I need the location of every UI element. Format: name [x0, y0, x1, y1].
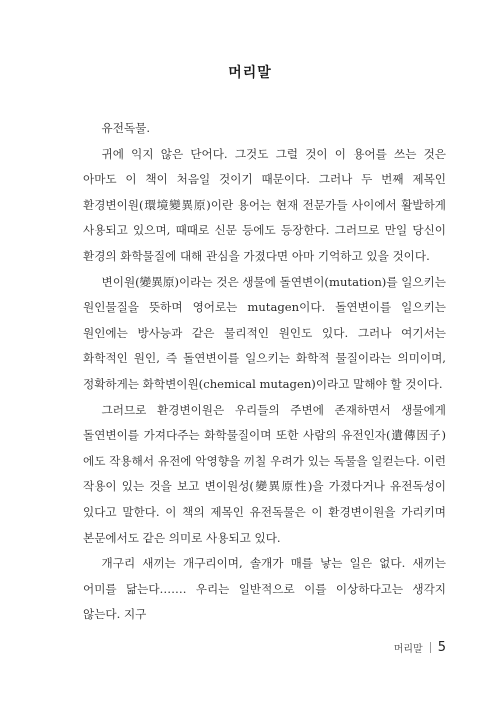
footer-divider — [430, 642, 431, 653]
paragraph-4: 그러므로 환경변이원은 우리들의 주변에 존재하면서 생물에게 돌연변이를 가져다주는 화학물질이며 또한 사람의 유전인자(遺傳因子)에도 작용해서 유전에 악영향을 끼칠 우려가 있는 독물을 일컫는다. 이런 작용이 있는 것을 보고 변이원성(變異原性)을 가졌다거나 유전독성이 있다고 말한다. 이 책의 제목인 유전독물은 이 환경변이원을 가리키며 본문에서도 같은 의미로 사용되고 있다. — [83, 402, 446, 545]
paragraph-2: 귀에 익지 않은 단어다. 그것도 그럴 것이 이 용어를 쓰는 것은 아마도 이 책이 처음일 것이기 때문이다. 그러나 두 번째 제목인 환경변이원(環境變異原)이란 용어는 현재 전문가들 사이에서 활발하게 사용되고 있으며, 때때로 신문 등에도 등장한다. 그러므로 만일 당신이 환경의 화학물질에 대해 관심을 가졌다면 아마 기억하고 있을 것이다. — [83, 146, 446, 263]
paragraph-5: 개구리 새끼는 개구리이며, 솔개가 매를 낳는 일은 없다. 새끼는 어미를 닮는다……. 우리는 일반적으로 이를 이상하다고는 생각지 않는다. 지구 — [83, 556, 446, 622]
paragraph-1: 유전독물. — [101, 121, 151, 135]
page-footer — [394, 640, 446, 655]
running-header-section: 머리말 — [393, 644, 423, 655]
page-number: 5 — [437, 640, 446, 655]
paragraph-3: 변이원(變異原)이라는 것은 생물에 돌연변이(mutation)를 일으키는 원인물질을 뜻하며 영어로는 mutagen이다. 돌연변이를 일으키는 원인에는 방사능과 같은 물리적인 원인도 있다. 그러나 여기서는 화학적인 원인, 즉 돌연변이를 일으키는 화학적 물질이라는 의미이며, 정확하게는 화학변이원(chemical mutagen)이라고 말해야 할 것이다. — [83, 274, 447, 391]
body-text — [83, 116, 446, 628]
page-title: 머리말 — [228, 65, 272, 81]
